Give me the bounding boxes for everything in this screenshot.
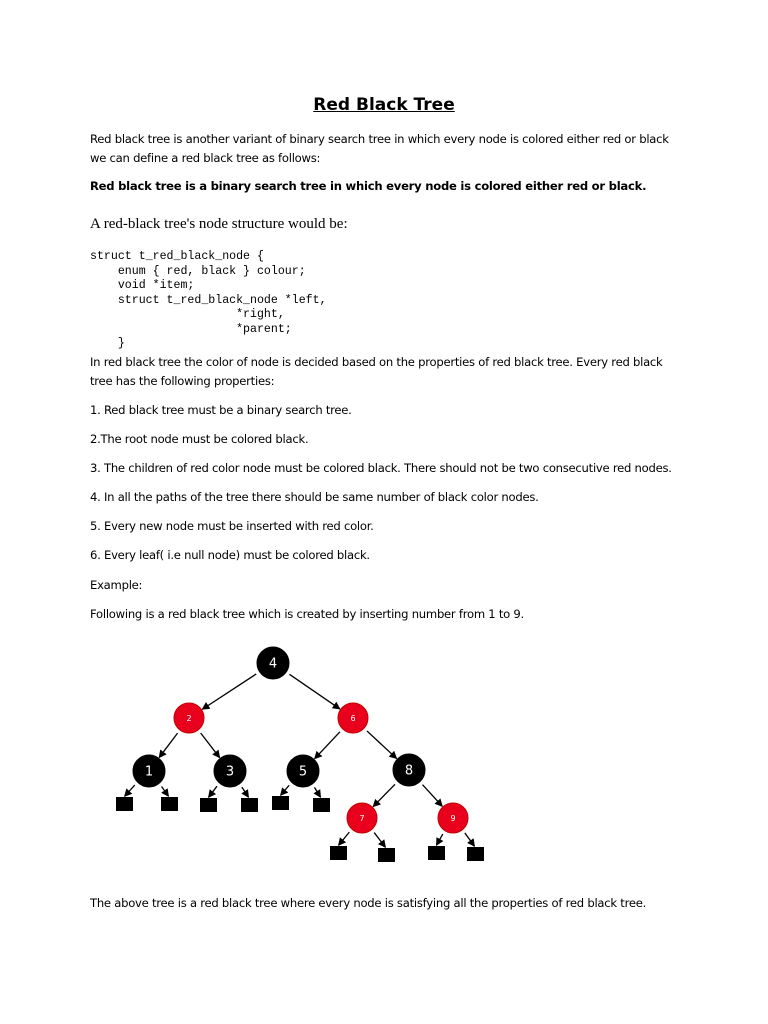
tree-node-7 [347,803,377,833]
tree-edge-arrow [367,731,397,759]
null-leaf-node [467,847,484,861]
tree-node-label: 2 [186,714,192,723]
null-leaf-node [378,848,395,862]
tree-node-label: 7 [359,814,365,823]
properties-intro-line-2: tree has the following properties: [90,374,275,388]
code-line: *parent; [90,322,292,336]
tree-edge-arrow [465,833,475,846]
property-item: 4. In all the paths of the tree there should be same number of black color nodes. [90,490,539,504]
code-line: void *item; [90,279,195,292]
conclusion-text: The above tree is a red black tree where every node is satisfying all the properties of red black tree. [90,896,647,910]
tree-node-3 [214,755,246,787]
example-heading: Example: [90,578,143,592]
tree-node-9 [438,803,468,833]
null-leaf-node [200,798,217,812]
tree-edge-arrow [289,674,339,709]
tree-node-label: 1 [144,764,154,780]
tree-node-label: 8 [404,763,414,779]
tree-edge-arrow [209,786,217,797]
code-block [90,250,327,352]
tree-edge-arrow [314,787,320,797]
tree-node-label: 4 [268,656,278,672]
null-leaf-node [272,796,289,810]
code-line: struct t_red_black_node { [90,250,264,263]
tree-edge-arrow [242,787,249,797]
tree-edge-arrow [423,785,443,806]
tree-node-8 [393,754,425,786]
code-line: } [90,337,125,350]
tree-edge-arrow [339,832,350,845]
tree-edge-arrow [125,785,135,796]
null-leaf-node [330,846,347,860]
tree-edge-arrow [201,733,220,758]
intro-line-2: we can define a red black tree as follows: [90,151,321,165]
code-line: struct t_red_black_node *left, [90,293,327,307]
null-leaf-node [428,846,445,860]
intro-line-1: Red black tree is another variant of binary search tree in which every node is colored either red or black [90,132,669,146]
property-item: 2.The root node must be colored black. [90,432,309,446]
property-item: 3. The children of red color node must be colored black. There should not be two consecutive red nodes. [90,461,672,475]
tree-node-label: 9 [450,814,456,823]
structure-heading: A red-black tree's node structure would be: [90,216,348,232]
tree-node-6 [338,703,368,733]
tree-edge-arrow [373,784,395,806]
tree-edge-arrow [315,732,340,759]
tree-edge-arrow [436,834,442,845]
tree-node-label: 6 [350,714,356,723]
red-black-tree-diagram [0,640,768,870]
property-item: 1. Red black tree must be a binary search tree. [90,403,352,417]
null-leaf-node [241,798,258,812]
tree-edge-arrow [202,674,256,709]
properties-intro-line-1: In red black tree the color of node is decided based on the properties of red black tree. Every red black [90,355,663,369]
tree-node-4 [257,647,289,679]
property-item: 5. Every new node must be inserted with red color. [90,519,374,533]
tree-node-1 [133,755,165,787]
page-title: Red Black Tree [313,95,455,115]
code-line: enum { red, black } colour; [90,264,306,278]
tree-node-label: 5 [298,764,308,780]
tree-edge-arrow [374,833,385,848]
property-item: 6. Every leaf( i.e null node) must be colored black. [90,548,370,562]
tree-node-2 [174,703,204,733]
null-leaf-node [116,797,133,811]
tree-edge-arrow [162,787,169,797]
null-leaf-node [313,798,330,812]
definition-text: Red black tree is a binary search tree in which every node is colored either red or black. [90,179,647,193]
null-leaf-node [161,797,178,811]
tree-node-5 [287,755,319,787]
tree-edge-arrow [159,733,177,757]
example-text: Following is a red black tree which is created by inserting number from 1 to 9. [90,607,524,621]
tree-node-label: 3 [225,764,235,780]
tree-edge-arrow [281,785,289,795]
code-line: *right, [90,308,285,321]
